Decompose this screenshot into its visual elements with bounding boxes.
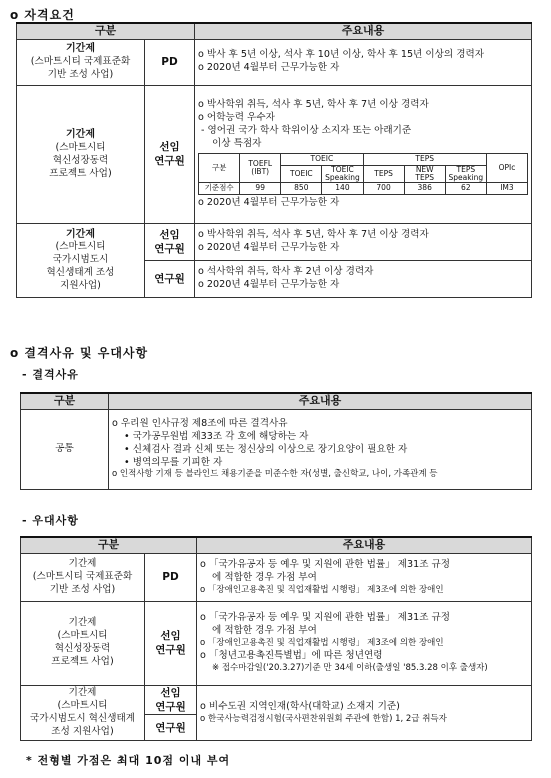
content-cell: o 비수도권 지역인재(학사(대학교) 소재지 기준) o 한국사능력검정시험(국사편찬위원회 주관에 한함) 1, 2급 취득자 (197, 685, 532, 740)
header-content: 주요내용 (195, 23, 532, 39)
content-cell: o 우리원 인사규정 제8조에 따른 결격사유 • 국가공무원법 제33조 각 호에 해당하는 자 • 신체검사 결과 신체 또는 정신상의 이상으로 장기요양이 필요한 자 • 병역의무를 기피한 자 o 인적사항 기재 등 블라인드 채용기준을 미준수한 자(성별, 출신학교, 나이, 가족관계 등 (109, 409, 532, 489)
rank-cell: 선임 연구원 (145, 85, 195, 223)
rank-cell: 선임 연구원 (145, 685, 197, 714)
category-cell: 기간제 (스마트시티 국제표준화 기반 조성 사업) (17, 39, 145, 85)
rank-cell: 선임 연구원 (145, 601, 197, 685)
category-cell: 공통 (21, 409, 109, 489)
category-cell: 기간제 (스마트시티 국제표준화 기반 조성 사업) (21, 553, 145, 601)
rank-cell: 선임 연구원 (145, 223, 195, 260)
header-category: 구분 (21, 393, 109, 409)
section-title-disqualifications: o 결격사유 및 우대사항 (10, 346, 149, 360)
section-title-qualifications: o 자격요건 (10, 8, 75, 22)
content-cell: o 석사학위 취득, 학사 후 2년 이상 경력자 o 2020년 4월부터 근무가능한 자 (195, 260, 532, 297)
category-cell: 기간제 (스마트시티 국가시범도시 혁신생태계 조성 지원사업) (21, 685, 145, 740)
header-content: 주요내용 (197, 537, 532, 553)
category-cell: 기간제 (스마트시티 혁신성장동력 프로젝트 사업) (17, 85, 145, 223)
header-category: 구분 (17, 23, 195, 39)
content-cell: o 「국가유공자 등 예우 및 지원에 관한 법률」 제31조 규정 에 적합한 경우 가점 부여 o 「장애인고용촉진 및 직업재활법 시행령」 제3조에 의한 장애인 (197, 553, 532, 601)
subsection-title-preferences: - 우대사항 (22, 514, 79, 527)
content-cell: o 박사학위 취득, 석사 후 5년, 학사 후 7년 이상 경력자 o 2020년 4월부터 근무가능한 자 (195, 223, 532, 260)
category-cell: 기간제 (스마트시티 혁신성장동력 프로젝트 사업) (21, 601, 145, 685)
rank-cell: PD (145, 553, 197, 601)
content-cell: o 「국가유공자 등 예우 및 지원에 관한 법률」 제31조 규정 에 적합한 경우 가점 부여 o 「장애인고용촉진 및 직업재활법 시행령」 제3조에 의한 장애인 o 「청년고용촉진특별법」에 따른 청년연령 ※ 접수마감일('20.3.27)기준 만 34세 이하(출생일 '85.3.28 이후 출생자) (197, 601, 532, 685)
preferences-table (20, 536, 532, 741)
header-category: 구분 (21, 537, 197, 553)
header-content: 주요내용 (109, 393, 532, 409)
footnote: * 전형별 가점은 최대 10점 이내 부여 (26, 754, 231, 767)
content-cell: o 박사학위 취득, 석사 후 5년, 학사 후 7년 이상 경력자 o 어학능력 우수자 - 영어권 국가 학사 학위이상 소지자 또는 아래기준 이상 특점자 구분 TOEFL (IBT) TOEIC TEPS OPIc TOEIC TOEIC Speaking TEPS NEW TEPS TEPS Speaking 기준점수 99 850 140 700 386 62 IM3 o 2020년 4월부터 근무가능한 자 (195, 85, 532, 223)
language-score-table: 구분 TOEFL (IBT) TOEIC TEPS OPIc TOEIC TOEIC Speaking TEPS NEW TEPS TEPS Speaking 기준점수 99 850 140 700 386 62 IM3 (198, 153, 528, 196)
disqualification-table (20, 392, 532, 490)
rank-cell: PD (145, 39, 195, 85)
category-cell: 기간제 (스마트시티 국가시범도시 혁신생태계 조성 지원사업) (17, 223, 145, 297)
rank-cell: 연구원 (145, 260, 195, 297)
qualifications-table (16, 22, 532, 298)
content-cell: o 박사 후 5년 이상, 석사 후 10년 이상, 학사 후 15년 이상의 경력자 o 2020년 4월부터 근무가능한 자 (195, 39, 532, 85)
rank-cell: 연구원 (145, 715, 197, 741)
subsection-title-disqualification: - 결격사유 (22, 368, 79, 381)
